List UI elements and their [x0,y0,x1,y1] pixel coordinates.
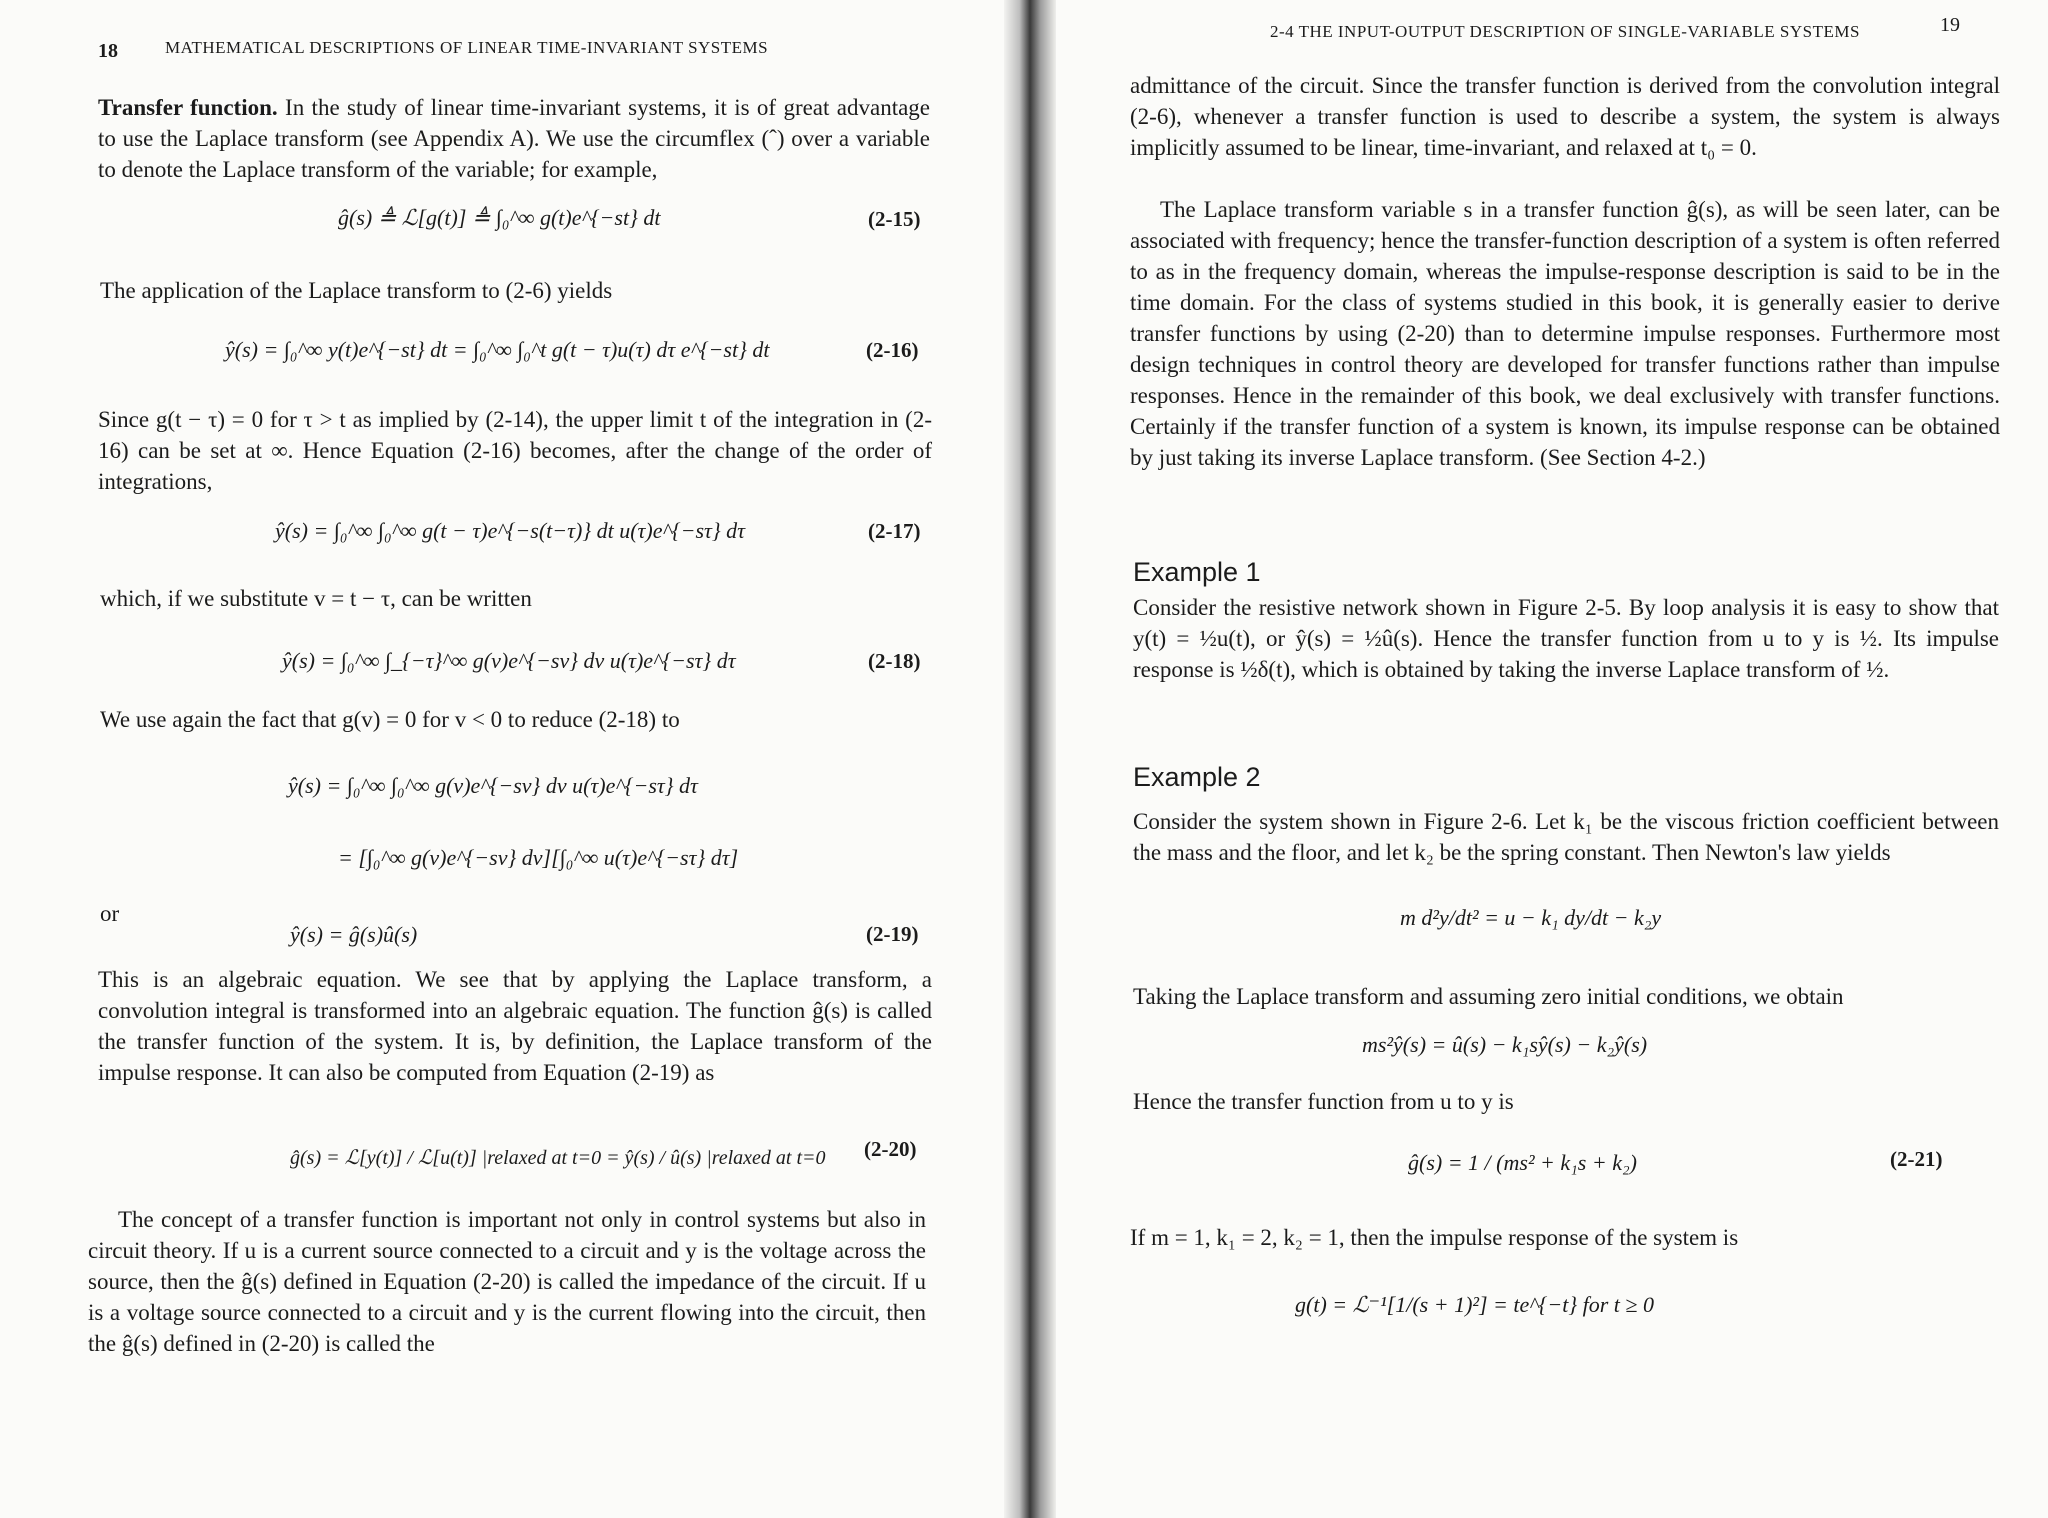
intro-text: In the study of linear time-invariant systems, it is of great advantage to use the Laplace transform (see Appendix A). We use the circumflex (ˆ) over a variable to denote the Laplace transform of the variable; for example, [98,95,930,182]
equation-newton: m d²y/dt² = u − k₁ dy/dt − k₂y [1400,905,1662,930]
paragraph-concept: The concept of a transfer function is important not only in control systems but also in circuit theory. If u is a current source connected to a circuit and y is the voltage across the source, then the ĝ(s) defined in Equation (2-20) is called the impedance of the circuit. If u is a voltage source connected to a circuit and y is the current flowing into the circuit, then the ĝ(s) defined in (2-20) is called the [88,1207,926,1356]
equation-2-21: ĝ(s) = 1 / (ms² + k₁s + k₂) [1408,1150,1637,1175]
page-number-left: 18 [98,40,118,62]
paragraph-application: The application of the Laplace transform to (2-6) yields [100,278,613,303]
right-page [1040,0,2048,1518]
example-1-text: Consider the resistive network shown in Figure 2-5. By loop analysis it is easy to show that y(t) = ½u(t), or ŷ(s) = ½û(s). Hence the transfer function from u to y is ½. Its impulse response is ½δ(t), which is obtained by taking the inverse Laplace transform of ½. [1133,595,1999,682]
paragraph-reduce: We use again the fact that g(v) = 0 for v < 0 to reduce (2-18) to [100,707,680,732]
equation-number-2-21: (2-21) [1890,1147,1943,1171]
example-2-text: Consider the system shown in Figure 2-6. Let k₁ be the viscous friction coefficient between the mass and the floor, and let k₂ be the spring constant. Then Newton's law yields [1133,809,1999,865]
running-head-right: 2-4 THE INPUT-OUTPUT DESCRIPTION OF SINGLE-VARIABLE SYSTEMS [1270,22,1860,41]
paragraph-since: Since g(t − τ) = 0 for τ > t as implied by (2-14), the upper limit t of the integration in (2-16) can be set at ∞. Hence Equation (2-16) becomes, after the change of the order of integrations, [98,407,932,494]
example-2-title: Example 2 [1133,762,1261,792]
left-page [0,0,1010,1518]
or-label: or [100,901,120,926]
equation-number-2-17: (2-17) [868,519,921,543]
running-head-left: MATHEMATICAL DESCRIPTIONS OF LINEAR TIME-INVARIANT SYSTEMS [165,38,769,57]
section-title: Transfer function. [98,95,278,120]
equation-2-17: ŷ(s) = ∫₀^∞ ∫₀^∞ g(t − τ)e^{−s(t−τ)} dt u(τ)e^{−sτ} dτ [275,518,746,543]
paragraph-if-m: If m = 1, k₁ = 2, k₂ = 1, then the impulse response of the system is [1130,1225,1739,1250]
paragraph-admittance: admittance of the circuit. Since the transfer function is derived from the convolution integral (2-6), whenever a transfer function is used to describe a system, the system is always implicitly assumed to be linear, time-invariant, and relaxed at t₀ = 0. [1130,73,2000,160]
equation-number-2-20: (2-20) [864,1137,917,1161]
equation-2-18: ŷ(s) = ∫₀^∞ ∫_{−τ}^∞ g(v)e^{−sv} dv u(τ)e^{−sτ} dτ [282,648,736,673]
paragraph-substitute: which, if we substitute v = t − τ, can be written [100,586,532,611]
equation-2-19-line1: ŷ(s) = ∫₀^∞ ∫₀^∞ g(v)e^{−sv} dv u(τ)e^{−sτ} dτ [288,773,698,798]
equation-2-19-line2: = [∫₀^∞ g(v)e^{−sv} dv][∫₀^∞ u(τ)e^{−sτ} dτ] [338,845,739,870]
example-1-title: Example 1 [1133,557,1261,587]
equation-number-2-15: (2-15) [868,207,921,231]
paragraph-algebraic: This is an algebraic equation. We see that by applying the Laplace transform, a convolution integral is transformed into an algebraic equation. The function ĝ(s) is called the transfer function of the system. It is, by definition, the Laplace transform of the impulse response. It can also be computed from Equation (2-19) as [98,967,932,1085]
paragraph-laplace-variable: The Laplace transform variable s in a transfer function ĝ(s), as will be seen later, can be associated with frequency; hence the transfer-function description of a system is often referred to as in the frequency domain, whereas the impulse-response description is said to be in the time domain. For the class of systems studied in this book, it is generally easier to derive transfer functions by using (2-20) than to determine impulse responses. Furthermore most design techniques in control theory are developed for transfer functions rather than impulse responses. Hence in the remainder of this book, we deal exclusively with transfer functions. Certainly if the transfer function of a system is known, its impulse response can be obtained by just taking its inverse Laplace transform. (See Section 4-2.) [1130,197,2000,470]
equation-2-20: ĝ(s) = ℒ[y(t)] / ℒ[u(t)] |relaxed at t=0 = ŷ(s) / û(s) |relaxed at t=0 [290,1147,826,1169]
page-number-right: 19 [1940,14,1960,36]
equation-number-2-16: (2-16) [866,338,919,362]
equation-laplace-newton: ms²ŷ(s) = û(s) − k₁sŷ(s) − k₂ŷ(s) [1362,1032,1648,1057]
paragraph-hence: Hence the transfer function from u to y is [1133,1089,1514,1114]
equation-number-2-18: (2-18) [868,649,921,673]
equation-impulse-response: g(t) = ℒ⁻¹[1/(s + 1)²] = te^{−t} for t ≥ 0 [1295,1292,1654,1317]
paragraph-taking-laplace: Taking the Laplace transform and assuming zero initial conditions, we obtain [1133,984,1844,1009]
equation-2-19: ŷ(s) = ĝ(s)û(s) [290,922,418,947]
equation-2-16: ŷ(s) = ∫₀^∞ y(t)e^{−st} dt = ∫₀^∞ ∫₀^t g(t − τ)u(τ) dτ e^{−st} dt [225,337,770,362]
paragraph-intro [98,92,930,185]
equation-number-2-19: (2-19) [866,922,919,946]
equation-2-15: ĝ(s) ≜ ℒ[g(t)] ≜ ∫₀^∞ g(t)e^{−st} dt [338,205,661,230]
